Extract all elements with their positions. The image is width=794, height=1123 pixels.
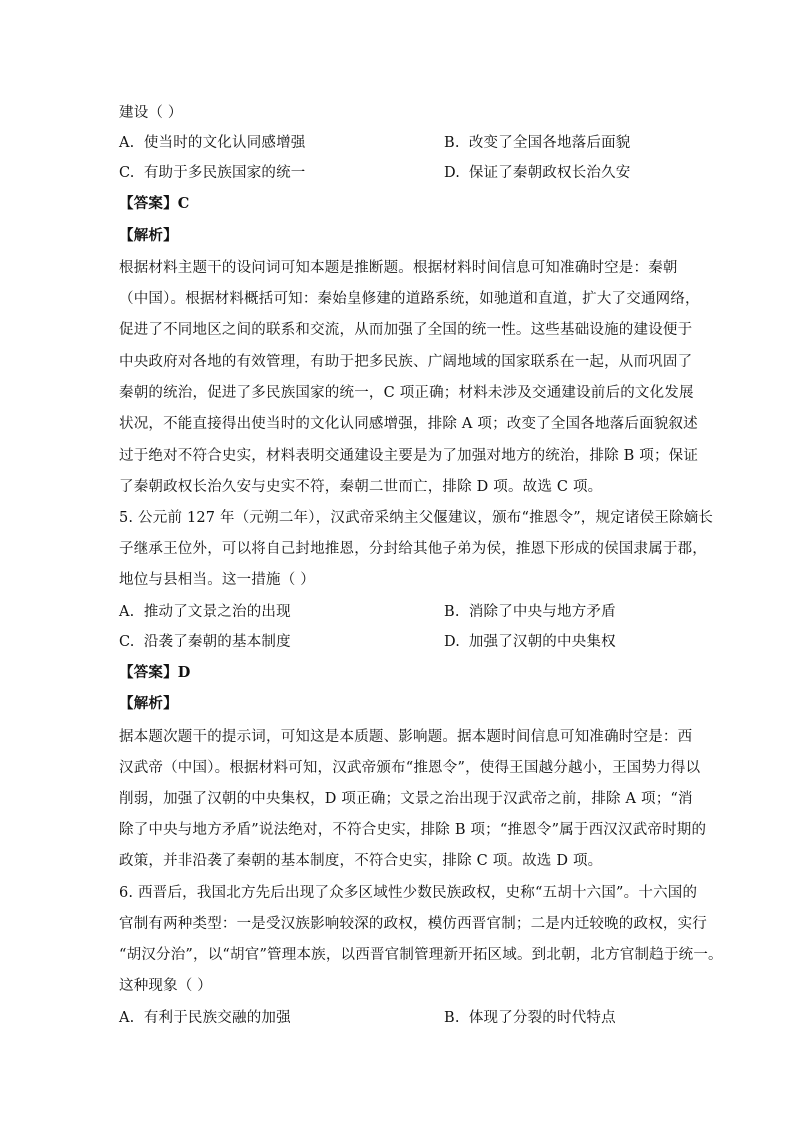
option-letter: A. [119,135,135,151]
option-text: 消除了中央与地方矛盾 [468,604,616,620]
option-d[interactable] [444,632,744,652]
option-letter: A. [119,1010,135,1026]
option-letter: C. [119,165,135,181]
answer-label: 【答案】C [119,195,190,212]
answer-label: 【答案】D [119,664,191,681]
option-letter: D. [444,634,461,650]
question-stem: “胡汉分治”，以“胡官”管理本族，以西晋官制管理新开拓区域。到北朝，北方官制趋于统一。 [119,947,723,963]
question-stem: 子继承王位外，可以将自己封地推恩，分封给其他子弟为侯，推恩下形成的侯国隶属于郡， [119,541,707,557]
option-text: 保证了秦朝政权长治久安 [468,165,631,181]
question-stem: 6. 西晋后，我国北方先后出现了众多区域性少数民族政权，史称“五胡十六国”。十六国的 [119,885,698,901]
analysis-line: 政策，并非沿袭了秦朝的基本制度，不符合史实，排除 C 项。故选 D 项。 [119,853,603,869]
option-text: 体现了分裂的时代特点 [468,1010,616,1026]
question-stem: 地位与县相当。这一措施（ ） [119,572,315,588]
option-letter: B. [444,604,460,620]
analysis-line: 状况，不能直接得出使当时的文化认同感增强，排除 A 项；改变了全国各地落后面貌叙述 [119,416,698,432]
analysis-line: 据本题次题干的提示词，可知这是本质题、影响题。据本题时间信息可知准确时空是：西 [119,729,693,745]
analysis-line: 除了中央与地方矛盾”说法绝对，不符合史实，排除 B 项；“推恩令”属于西汉汉武帝时期的 [119,822,707,838]
analysis-line: 削弱，加强了汉朝的中央集权，D 项正确；文景之治出现于汉武帝之前，排除 A 项；“消 [119,791,693,807]
option-text: 加强了汉朝的中央集权 [468,634,616,650]
option-letter: B. [444,135,460,151]
analysis-label: 【解析】 [119,695,178,712]
option-letter: B. [444,1010,460,1026]
analysis-label: 【解析】 [119,227,178,244]
question-stem-end: 建设（ ） [119,105,183,121]
analysis-line: 根据材料主题干的设问词可知本题是推断题。根据材料时间信息可知准确时空是：秦朝 [119,260,678,276]
option-letter: A. [119,604,135,620]
option-text: 改变了全国各地落后面貌 [468,135,631,151]
analysis-line: 汉武帝（中国）。根据材料可知，汉武帝颁布“推恩令”，使得王国越分越小，王国势力得以 [119,760,701,776]
option-b[interactable] [444,602,744,622]
option-d[interactable] [444,163,744,183]
analysis-line: 中央政府对各地的有效管理，有助于把多民族、广阔地域的国家联系在一起，从而巩固了 [119,354,693,370]
analysis-line: （中国）。根据材料概括可知：秦始皇修建的道路系统，如驰道和直道，扩大了交通网络， [119,291,700,307]
analysis-line: 了秦朝政权长治久安与史实不符，秦朝二世而亡，排除 D 项。故选 C 项。 [119,479,603,495]
option-text: 有助于多民族国家的统一 [143,165,306,181]
question-stem: 5. 公元前 127 年（元朔二年），汉武帝采纳主父偃建议，颁布“推恩令”，规定诸侯王除嫡长 [119,510,714,526]
option-text: 推动了文景之治的出现 [143,604,291,620]
question-stem: 这种现象（ ） [119,978,213,994]
option-letter: D. [444,165,461,181]
analysis-line: 过于绝对不符合史实，材料表明交通建设主要是为了加强对地方的统治，排除 B 项；保证 [119,448,699,464]
option-text: 使当时的文化认同感增强 [143,135,306,151]
analysis-line: 秦朝的统治，促进了多民族国家的统一，C 项正确；材料未涉及交通建设前后的文化发展 [119,385,694,401]
option-text: 沿袭了秦朝的基本制度 [143,634,291,650]
option-text: 有利于民族交融的加强 [143,1010,291,1026]
option-letter: C. [119,634,135,650]
option-b[interactable] [444,1008,744,1028]
question-stem: 官制有两种类型：一是受汉族影响较深的政权，模仿西晋官制；二是内迁较晚的政权，实行 [119,916,707,932]
analysis-line: 促进了不同地区之间的联系和交流，从而加强了全国的统一性。这些基础设施的建设便于 [119,322,693,338]
option-b[interactable] [444,133,744,153]
